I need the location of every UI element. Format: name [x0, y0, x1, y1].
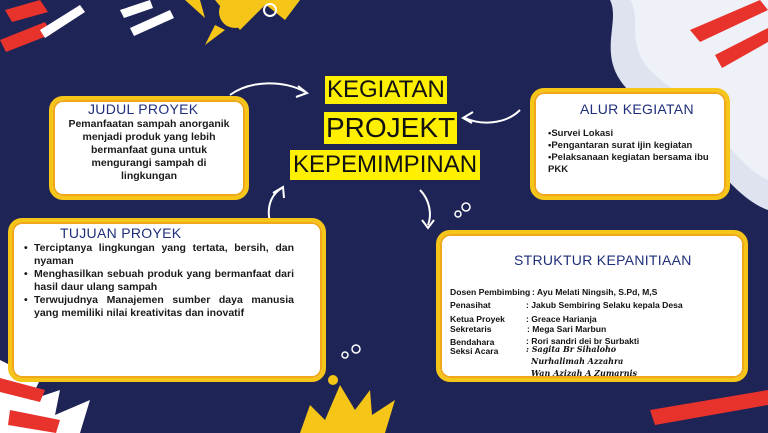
tujuan-item-text: Terwujudnya Manajemen sumber daya manusia yang memiliki nilai kreativitas dan inovatif	[34, 294, 294, 319]
tujuan-item	[24, 242, 294, 268]
alur-kegiatan-heading: ALUR KEGIATAN	[580, 101, 694, 117]
judul-proyek-text: Pemanfaatan sampah anorganik menjadi produk yang lebih bermanfaat guna untuk mengurangi sampah di lingkungan	[68, 118, 230, 182]
struktur-value: : Greace Harianja	[526, 314, 597, 324]
alur-item: •Pengantaran surat ijin kegiatan	[548, 140, 693, 151]
struktur-extra-name: Wan Azizah A Zumarnis	[531, 368, 638, 378]
struktur-label: Sekretaris	[450, 324, 492, 334]
bullet-icon: •	[24, 268, 28, 280]
struktur-kepanitiaan-heading: STRUKTUR KEPANITIAAN	[514, 252, 692, 268]
struktur-value: : Sagita Br Sihaloho	[526, 344, 617, 354]
bullet-icon: •	[24, 294, 28, 306]
alur-item: •Survei Lokasi	[548, 128, 614, 139]
struktur-label: Bendahara	[450, 337, 495, 347]
tujuan-item-text: Menghasilkan sebuah produk yang bermanfaat dari hasil daur ulang sampah	[34, 268, 294, 293]
title-line-1: KEGIATAN	[327, 76, 445, 103]
struktur-label: Penasihat	[450, 300, 491, 310]
alur-item: •Pelaksanaan kegiatan bersama ibu PKK	[548, 152, 709, 175]
struktur-label: Ketua Proyek	[450, 314, 505, 324]
struktur-value: : Rori sandri dei br Surbakti	[526, 336, 640, 346]
struktur-extra-name: Nurhalimah Azzahra	[531, 356, 624, 366]
alur-kegiatan-list	[548, 128, 724, 176]
judul-proyek-heading: JUDUL PROYEK	[88, 101, 199, 117]
struktur-value: : Ayu Melati Ningsih, S.Pd, M,S	[532, 287, 658, 297]
struktur-label: Seksi Acara	[450, 346, 499, 356]
tujuan-proyek-list	[24, 242, 294, 320]
tujuan-item	[24, 294, 294, 320]
bullet-icon: •	[24, 242, 28, 254]
title-line-3: KEPEMIMPINAN	[290, 150, 480, 180]
tujuan-item-text: Terciptanya lingkungan yang tertata, bersih, dan nyaman	[34, 242, 294, 267]
title-line-2: PROJEKT	[326, 112, 456, 143]
struktur-value: : Mega Sari Marbun	[527, 324, 607, 334]
struktur-value: : Jakub Sembiring Selaku kepala Desa	[526, 300, 683, 310]
tujuan-item	[24, 268, 294, 294]
tujuan-proyek-heading: TUJUAN PROYEK	[60, 225, 182, 241]
struktur-label: Dosen Pembimbing	[450, 287, 531, 297]
